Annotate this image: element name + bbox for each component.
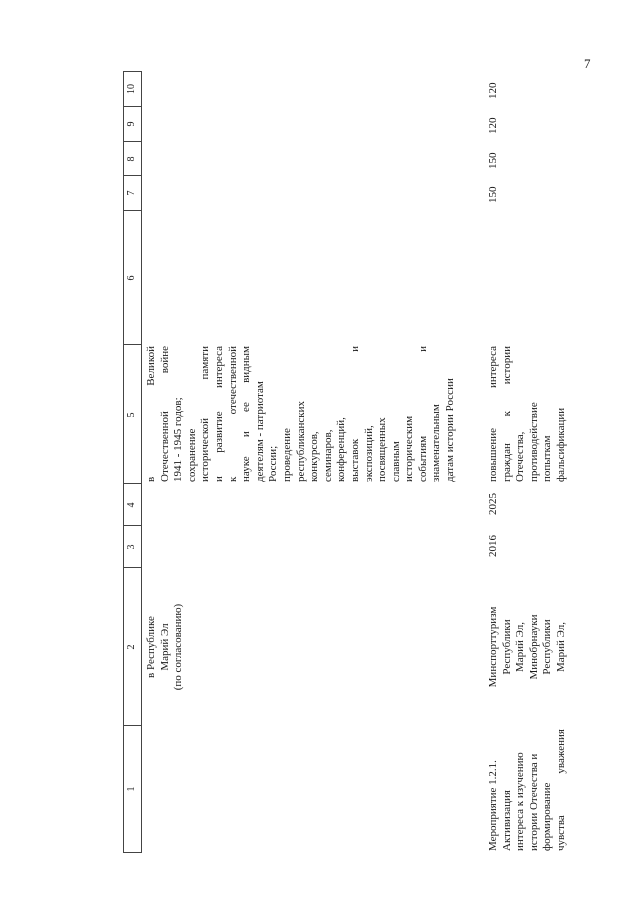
next-row-col8: 150: [487, 152, 499, 169]
col-divider: [123, 106, 141, 107]
next-row-col10: 120: [487, 82, 499, 99]
col-divider: [123, 567, 141, 568]
next-row-start-year: 2016: [487, 535, 499, 557]
header-bottom-rule: [141, 71, 142, 853]
text-line: науке и ее видным: [240, 346, 253, 482]
text-line: датам истории России: [444, 378, 457, 482]
text-line: республиканских: [294, 400, 307, 482]
text-line: граждан к истории: [500, 346, 513, 482]
text-line: в Великой: [145, 346, 157, 482]
text-line: деятелям - патриотам: [253, 381, 266, 482]
col-divider: [123, 525, 141, 526]
text-line: к отечественной: [226, 346, 239, 482]
text-line: повышение интереса: [487, 346, 499, 482]
header-col-7: 7: [126, 190, 137, 196]
col-divider: [123, 175, 141, 176]
text-line: Минспорттуризм: [487, 606, 499, 688]
header-col-2: 2: [126, 644, 137, 650]
text-line: истории Отечества и: [527, 753, 540, 851]
rotated-table: [123, 71, 567, 853]
next-row-result: [487, 346, 569, 482]
header-col-1: 1: [126, 786, 137, 792]
text-line: Марий Эл: [158, 623, 171, 671]
text-line: сохранение: [185, 428, 198, 482]
next-row-col7: 150: [487, 186, 499, 203]
text-line: противодействие: [527, 402, 540, 482]
header-col-6: 6: [126, 275, 137, 281]
text-line: Марий Эл,: [514, 621, 527, 673]
text-line: экспозиций,: [362, 425, 375, 482]
text-line: попыткам: [541, 435, 554, 482]
col-divider: [123, 71, 141, 72]
header-col-3: 3: [126, 544, 137, 550]
text-line: интереса к изучению: [514, 752, 527, 851]
text-line: выставок и: [348, 346, 361, 482]
next-row-col9: 120: [487, 117, 499, 134]
text-line: знаменательным: [430, 404, 443, 482]
text-line: Марий Эл,: [554, 621, 567, 673]
prev-row-executor: [145, 568, 186, 726]
page-number: 7: [584, 56, 591, 71]
header-col-9: 9: [126, 121, 137, 127]
text-line: (по согласованию): [172, 603, 185, 691]
col-divider: [123, 141, 141, 142]
text-line: России;: [267, 445, 280, 482]
text-line: 1941 - 1945 годов;: [172, 397, 185, 482]
col-divider: [123, 725, 141, 726]
text-line: конференций,: [335, 417, 348, 482]
text-line: Республики: [541, 619, 554, 675]
header-col-8: 8: [126, 156, 137, 162]
col-divider: [123, 344, 141, 345]
text-line: чувства уважения: [554, 729, 567, 851]
text-line: славным: [389, 441, 402, 482]
text-line: посвященных: [376, 417, 389, 482]
text-line: Активизация: [500, 790, 513, 851]
header-col-4: 4: [126, 502, 137, 508]
next-row-executor: [487, 568, 569, 726]
col-divider: [123, 852, 141, 853]
text-line: и развитие интереса: [212, 346, 225, 482]
text-line: фальсификации: [554, 407, 567, 482]
col-divider: [123, 210, 141, 211]
text-line: Отечества,: [514, 431, 527, 482]
text-line: Мероприятие 1.2.1.: [487, 760, 499, 851]
text-line: в Республике: [145, 616, 157, 678]
header-col-5: 5: [126, 412, 137, 418]
text-line: исторической памяти: [199, 346, 212, 482]
text-line: Отечественной войне: [158, 346, 171, 482]
text-line: семинаров,: [321, 429, 334, 482]
next-row-end-year: 2025: [487, 493, 499, 515]
text-line: Республики: [500, 619, 513, 675]
col-divider: [123, 483, 141, 484]
text-line: Минобрнауки: [527, 614, 540, 680]
text-line: историческим: [403, 415, 416, 482]
header-col-10: 10: [126, 84, 137, 94]
next-row-activity: [487, 729, 569, 851]
text-line: проведение: [280, 428, 293, 482]
prev-row-result: [145, 346, 458, 482]
text-line: конкурсов,: [308, 431, 321, 482]
text-line: формирование: [541, 782, 554, 851]
text-line: событиям и: [416, 346, 429, 482]
